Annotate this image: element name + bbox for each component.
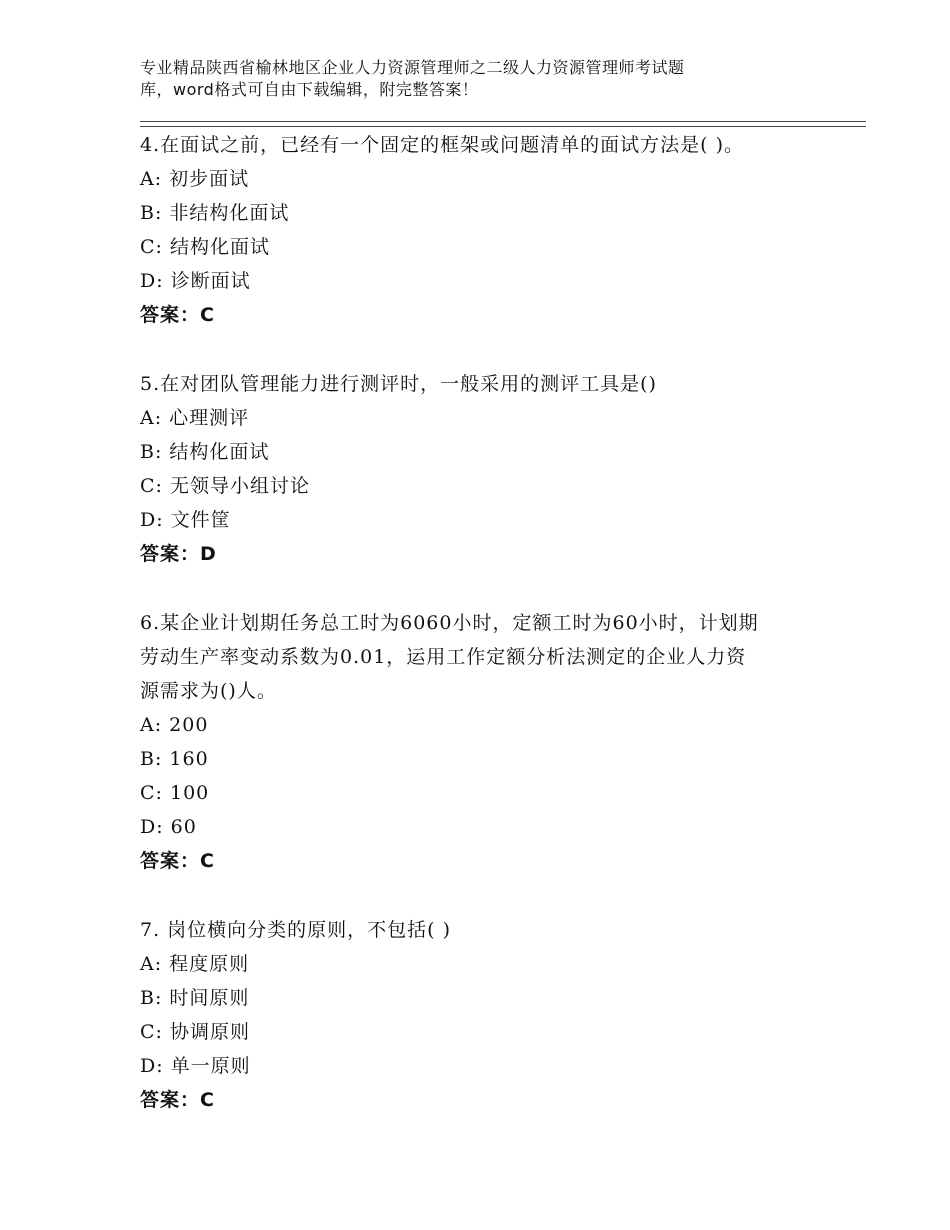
document-header: [140, 57, 780, 101]
header-divider: [140, 121, 866, 127]
option-a: A: 初步面试: [140, 168, 250, 190]
header-title-line-1: 专业精品陕西省榆林地区企业人力资源管理师之二级人力资源管理师考试题: [140, 58, 685, 77]
question-stem-line-1: 6.某企业计划期任务总工时为6060小时，定额工时为60小时，计划期: [140, 612, 759, 634]
option-a: A: 心理测评: [140, 407, 250, 429]
option-d: D: 文件筐: [140, 509, 231, 531]
answer: 答案：D: [140, 543, 217, 565]
question-4: [140, 128, 830, 332]
answer: 答案：C: [140, 850, 215, 872]
option-c: C: 无领导小组讨论: [140, 475, 310, 497]
option-d: D: 单一原则: [140, 1055, 251, 1077]
option-d: D: 诊断面试: [140, 270, 251, 292]
answer: 答案：C: [140, 1089, 215, 1111]
answer: 答案：C: [140, 304, 215, 326]
question-7: [140, 913, 830, 1117]
question-stem: 5.在对团队管理能力进行测评时，一般采用的测评工具是(): [140, 373, 657, 395]
question-stem: 7. 岗位横向分类的原则，不包括( ): [140, 919, 452, 941]
option-b: B: 非结构化面试: [140, 202, 290, 224]
option-b: B: 时间原则: [140, 987, 250, 1009]
header-title-line-2: 库，word格式可自由下载编辑，附完整答案！: [140, 80, 479, 99]
question-stem-line-2: 劳动生产率变动系数为0.01，运用工作定额分析法测定的企业人力资: [140, 646, 747, 668]
question-stem: 4.在面试之前，已经有一个固定的框架或问题清单的面试方法是( )。: [140, 134, 744, 156]
option-c: C: 协调原则: [140, 1021, 250, 1043]
question-stem-line-3: 源需求为()人。: [140, 680, 277, 702]
option-a: A: 200: [140, 714, 209, 736]
option-b: B: 160: [140, 748, 209, 770]
option-a: A: 程度原则: [140, 953, 250, 975]
option-b: B: 结构化面试: [140, 441, 270, 463]
option-d: D: 60: [140, 816, 197, 838]
option-c: C: 结构化面试: [140, 236, 270, 258]
question-5: [140, 367, 830, 571]
question-6: [140, 606, 830, 878]
option-c: C: 100: [140, 782, 210, 804]
